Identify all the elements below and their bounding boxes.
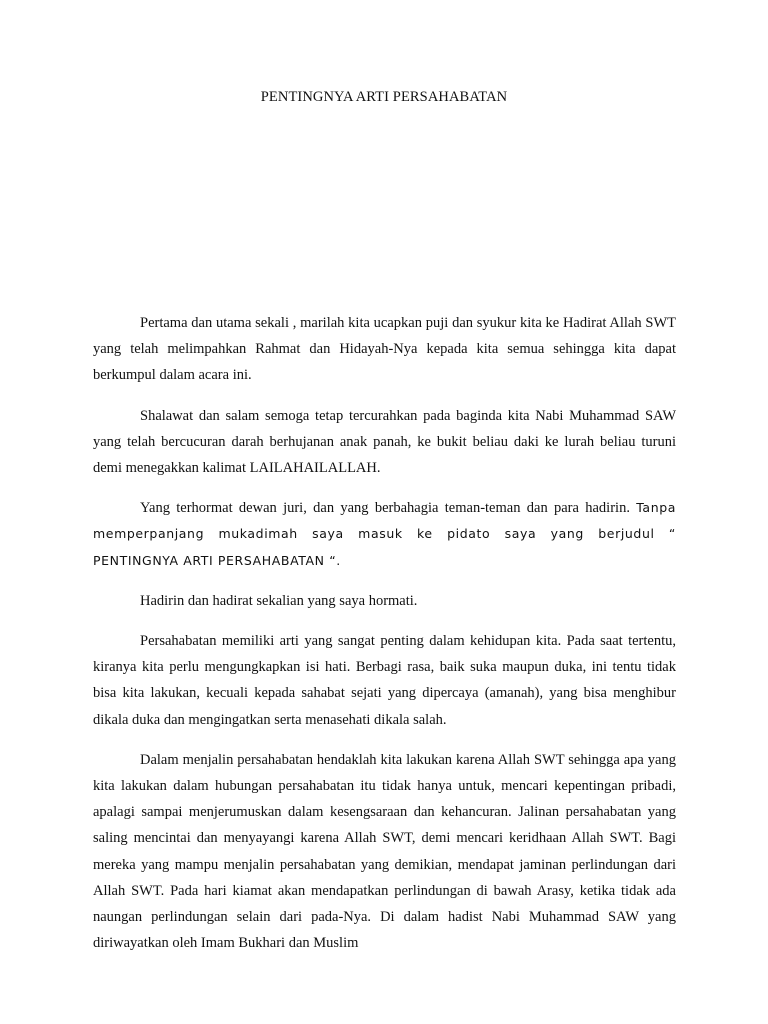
- document-body: [93, 310, 676, 970]
- speech-title-intro: Tanpa memperpanjang mukadimah saya masuk ke pidato saya yang berjudul “ PENTINGNYA ARTI PERSAHABATAN “.: [93, 500, 677, 568]
- paragraph-greeting: [93, 495, 676, 574]
- greeting-text: Yang terhormat dewan juri, dan yang berbahagia teman-teman dan para hadirin.: [140, 500, 630, 517]
- page-title: PENTINGNYA ARTI PERSAHABATAN: [260, 89, 508, 105]
- paragraph-shalawat: Shalawat dan salam semoga tetap tercurahkan pada baginda kita Nabi Muhammad SAW yang telah bercucuran darah berhujanan anak panah, ke bukit beliau daki ke lurah beliau turuni demi menegakkan kalimat LAILAHAILALLAH.: [93, 407, 676, 477]
- paragraph-friendship-meaning: Persahabatan memiliki arti yang sangat penting dalam kehidupan kita. Pada saat tertentu, kiranya kita perlu mengungkapkan isi hati. Berbagi rasa, baik suka maupun duka, ini tentu tidak bisa kita lakukan, kecuali kepada sahabat sejati yang dipercaya (amanah), yang bisa menghibur dikala duka dan mengingatkan serta menasehati dikala salah.: [93, 633, 676, 728]
- paragraph-audience: Hadirin dan hadirat sekalian yang saya hormati.: [140, 592, 418, 609]
- paragraph-friendship-for-allah: Dalam menjalin persahabatan hendaklah kita lakukan karena Allah SWT sehingga apa yang kita lakukan dalam hubungan persahabatan itu tidak hanya untuk, mencari kepentingan pribadi, apalagi sampai menjerumuskan dalam kesengsaraan dan kehancuran. Jalinan persahabatan yang saling mencintai dan menyayangi karena Allah SWT, demi mencari keridhaan Allah SWT. Bagi mereka yang mampu menjalin persahabatan yang demikian, mendapat jaminan perlindungan dari Allah SWT. Pada hari kiamat akan mendapatkan perlindungan di bawah Arasy, ketika tidak ada naungan perlindungan selain dari pada-Nya. Di dalam hadist Nabi Muhammad SAW yang diriwayatkan oleh Imam Bukhari dan Muslim: [93, 751, 676, 952]
- paragraph-opening: Pertama dan utama sekali , marilah kita ucapkan puji dan syukur kita ke Hadirat Allah SWT yang telah melimpahkan Rahmat dan Hidayah-Nya kepada kita semua sehingga kita dapat berkumpul dalam acara ini.: [93, 315, 676, 384]
